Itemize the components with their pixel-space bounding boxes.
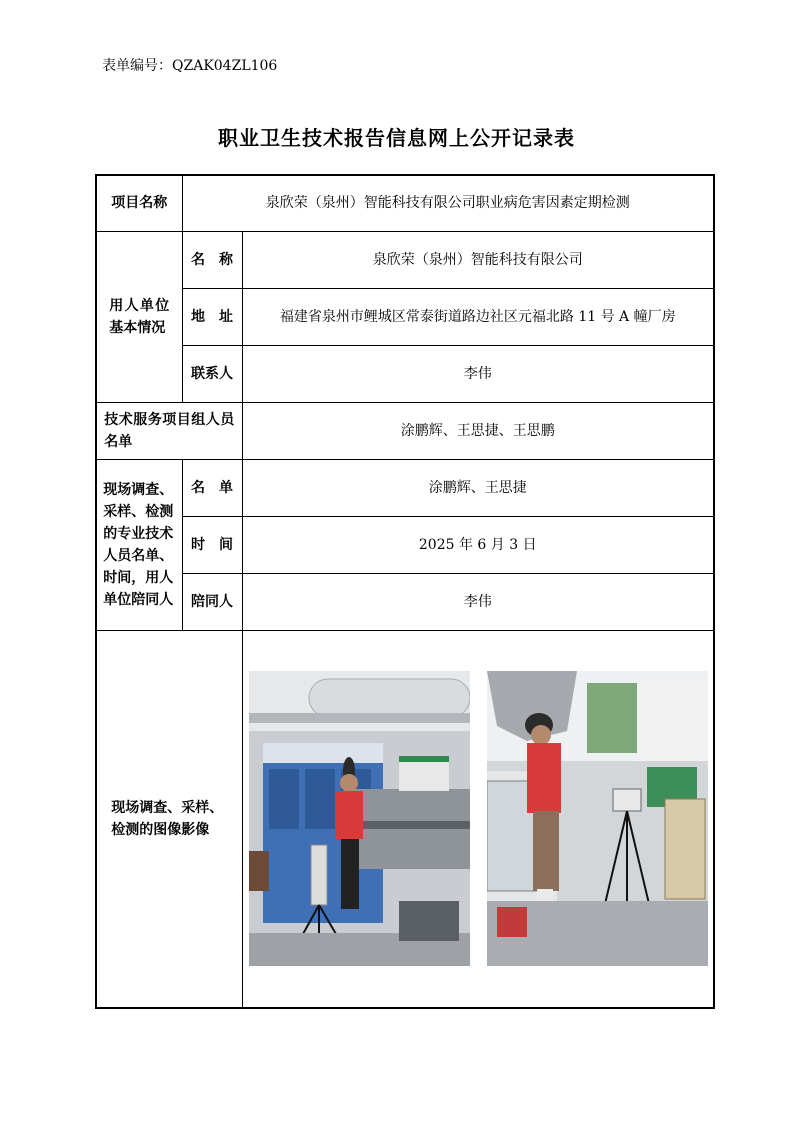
record-table	[95, 174, 715, 1009]
employer-label-text: 用人单位基本情况	[109, 297, 170, 336]
employer-name-value: 泉欣荣（泉州）智能科技有限公司	[242, 231, 714, 288]
project-label: 项目名称	[96, 175, 182, 231]
survey-companion-value: 李伟	[242, 573, 714, 630]
survey-names-label: 名 单	[182, 459, 242, 516]
form-code: 表单编号：QZAK04ZL106	[102, 58, 278, 74]
project-value: 泉欣荣（泉州）智能科技有限公司职业病危害因素定期检测	[182, 175, 714, 231]
images-label-text: 现场调查、采样、检测的图像影像	[111, 799, 224, 838]
employer-contact-label: 联系人	[182, 345, 242, 402]
team-label	[96, 402, 242, 459]
survey-label-text: 现场调查、采样、检测的专业技术人员名单、时间，用人单位陪同人	[103, 481, 174, 608]
row-employer-name	[96, 231, 714, 288]
factory-conveyor-photo	[249, 671, 470, 966]
survey-date-value: 2025 年 6 月 3 日	[242, 516, 714, 573]
row-employer-contact	[96, 345, 714, 402]
survey-date-label: 时 间	[182, 516, 242, 573]
workstation-sampling-photo	[487, 671, 708, 966]
team-value: 涂鹏辉、王思捷、王思鹏	[242, 402, 714, 459]
row-project	[96, 175, 714, 231]
survey-label	[96, 459, 182, 630]
employer-name-label: 名 称	[182, 231, 242, 288]
row-images	[96, 630, 714, 1008]
employer-label	[96, 231, 182, 402]
document-title: 职业卫生技术报告信息网上公开记录表	[218, 126, 575, 150]
employer-address-label: 地 址	[182, 288, 242, 345]
team-label-text: 技术服务项目组人员名单	[104, 411, 235, 450]
images-cell	[242, 630, 714, 1008]
images-label	[96, 630, 242, 1008]
survey-names-value: 涂鹏辉、王思捷	[242, 459, 714, 516]
row-survey-date	[96, 516, 714, 573]
employer-contact-value: 李伟	[242, 345, 714, 402]
row-survey-names	[96, 459, 714, 516]
survey-companion-label: 陪同人	[182, 573, 242, 630]
row-team	[96, 402, 714, 459]
row-survey-companion	[96, 573, 714, 630]
employer-address-value: 福建省泉州市鲤城区常泰街道路边社区元福北路 11 号 A 幢厂房	[242, 288, 714, 345]
row-employer-address	[96, 288, 714, 345]
